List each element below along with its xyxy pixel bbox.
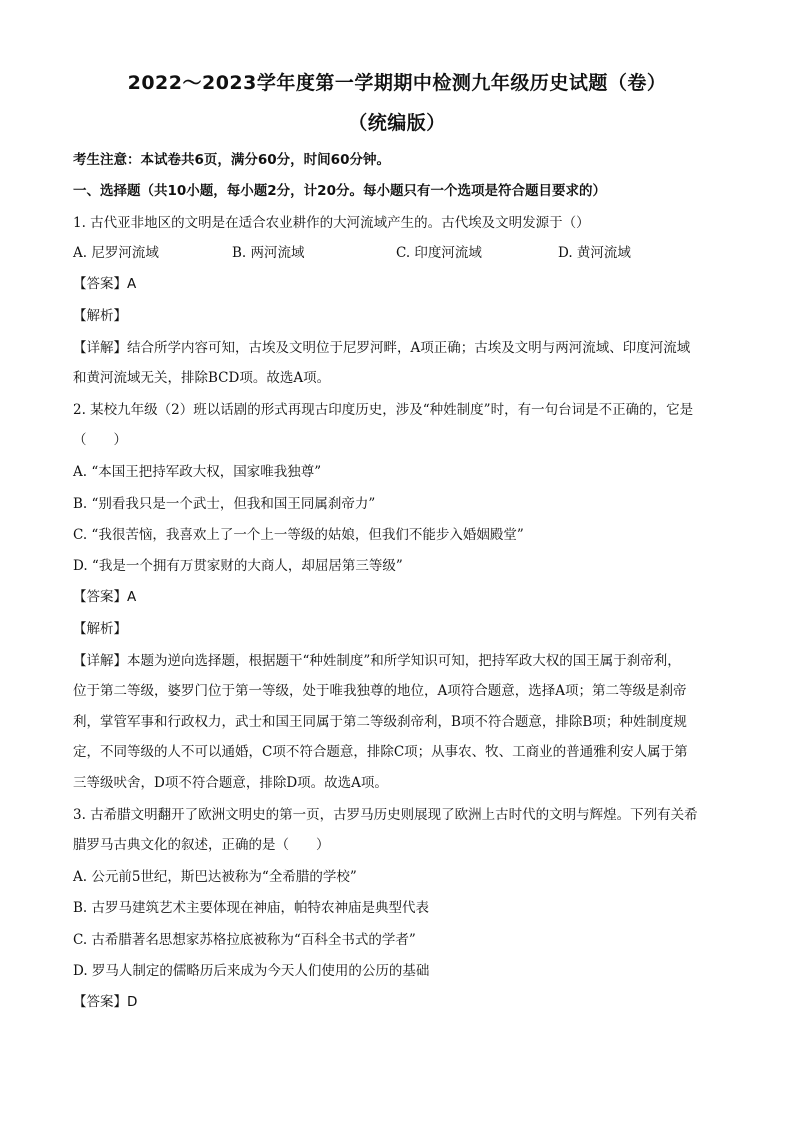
q2-detail-line: 位于第二等级，婆罗门位于第一等级，处于唯我独尊的地位，A项符合题意，选择A项；第二等级是刹帝 xyxy=(73,683,687,699)
q3-option-b: B. 古罗马建筑艺术主要体现在神庙，帕特农神庙是典型代表 xyxy=(73,900,430,916)
q2-option-b: B. “别看我只是一个武士，但我和国王同属刹帝力” xyxy=(73,496,376,512)
q1-option-d: D. 黄河流域 xyxy=(558,245,631,261)
question-1-stem: 1. 古代亚非地区的文明是在适合农业耕作的大河流域产生的。古代埃及文明发源于（） xyxy=(73,215,590,231)
q3-option-d: D. 罗马人制定的儒略历后来成为今天人们使用的公历的基础 xyxy=(73,963,430,979)
q2-detail-line: 利，掌管军事和行政权力，武士和国王同属于第二等级刹帝利，B项不符合题意，排除B项；种姓制度规 xyxy=(73,714,687,730)
q1-analysis-label: 【解析】 xyxy=(73,308,127,324)
page-subtitle: （统编版） xyxy=(348,112,446,134)
q2-detail-line: 三等级吠舍，D项不符合题意，排除D项。故选A项。 xyxy=(73,775,388,791)
q2-option-c: C. “我很苦恼，我喜欢上了一个上一等级的姑娘，但我们不能步入婚姻殿堂” xyxy=(73,527,524,543)
question-3-stem-cont: 腊罗马古典文化的叙述，正确的是（ ） xyxy=(73,837,330,853)
q1-option-c: C. 印度河流域 xyxy=(396,245,482,261)
question-2-stem: 2. 某校九年级（2）班以话剧的形式再现古印度历史，涉及“种姓制度”时，有一句台词是不正确的，它是 xyxy=(73,402,694,418)
q2-detail-line: 【详解】本题为逆向选择题，根据题干“种姓制度”和所学知识可知，把持军政大权的国王属于刹帝利， xyxy=(73,653,681,669)
q1-detail-line: 【详解】结合所学内容可知，古埃及文明位于尼罗河畔，A项正确；古埃及文明与两河流域、印度河流域 xyxy=(73,340,691,356)
q1-detail-line: 和黄河流域无关，排除BCD项。故选A项。 xyxy=(73,370,331,386)
exam-notice: 考生注意：本试卷共6页，满分60分，时间60分钟。 xyxy=(73,152,390,168)
q3-option-c: C. 古希腊著名思想家苏格拉底被称为“百科全书式的学者” xyxy=(73,932,416,948)
q2-option-d: D. “我是一个拥有万贯家财的大商人，却屈居第三等级” xyxy=(73,558,403,574)
question-3-stem: 3. 古希腊文明翻开了欧洲文明史的第一页，古罗马历史则展现了欧洲上古时代的文明与辉煌。下列有关希 xyxy=(73,807,698,823)
q2-analysis-label: 【解析】 xyxy=(73,621,127,637)
q1-option-b: B. 两河流域 xyxy=(232,245,305,261)
q3-answer: 【答案】D xyxy=(73,994,138,1010)
section-heading: 一、选择题（共10小题，每小题2分，计20分。每小题只有一个选项是符合题目要求的） xyxy=(73,183,606,199)
page-title: 2022～2023学年度第一学期期中检测九年级历史试题（卷） xyxy=(127,72,667,94)
q3-option-a: A. 公元前5世纪，斯巴达被称为“全希腊的学校” xyxy=(73,869,357,885)
q2-detail-line: 定，不同等级的人不可以通婚，C项不符合题意，排除C项；从事农、牧、工商业的普通雅利安人属于第 xyxy=(73,744,688,760)
q2-answer: 【答案】A xyxy=(73,589,137,605)
q1-option-a: A. 尼罗河流域 xyxy=(73,245,159,261)
question-2-stem-cont: （ ） xyxy=(73,432,127,448)
q2-option-a: A. “本国王把持军政大权，国家唯我独尊” xyxy=(73,464,322,480)
q1-answer: 【答案】A xyxy=(73,276,137,292)
